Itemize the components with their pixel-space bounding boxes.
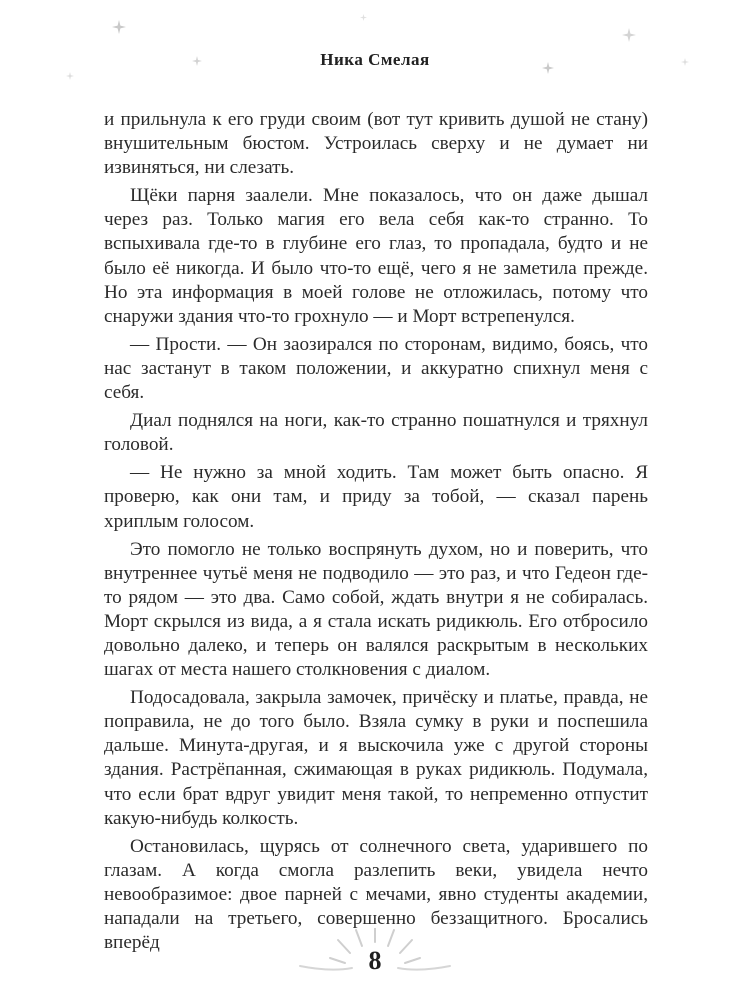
sparkle-icon [622,28,636,42]
paragraph: — Прости. — Он заозирался по сторонам, видимо, боясь, что нас застанут в таком положении, и аккуратно спихнул меня с себя. [104,333,648,404]
paragraph: Подосадовала, закрыла замочек, причёску и платье, правда, не поправила, не до того было. Взяла сумку в руки и поспешила дальше. Минута-другая, и я выскочила уже с другой стороны здания. Растрёпанная, сжимающая в руках ридикюль. Подумала, что если брат вдруг увидит меня такой, то непременно отпустит какую-нибудь колкость. [104,687,648,829]
running-header-author: Ника Смелая [320,50,430,69]
sparkle-icon [66,72,74,80]
page-number: 8 [368,946,382,975]
paragraph: — Не нужно за мной ходить. Там может быть опасно. Я проверю, как они там, и приду за тобой, — сказал парень хриплым голосом. [104,462,648,532]
sparkle-icon [112,20,126,34]
paragraph: и прильнула к его груди своим (вот тут кривить душой не стану) внушительным бюстом. Устроилась сверху и не думает ни извиняться, ни слезать. [104,109,648,179]
paragraph: Щёки парня заалели. Мне показалось, что он даже дышал через раз. Только магия его вела себя как-то странно. То вспыхивала где-то в глубине его глаз, то пропадала, будто и не было её никогда. И было что-то ещё, чего я не заметила прежде. Но эта информация в моей голове не отложилась, потому что снаружи здания что-то грохнуло — и Морт встрепенулся. [104,185,648,327]
paragraph: Это помогло не только воспрянуть духом, но и поверить, что внутреннее чутьё меня не подводило — это раз, и что Гедеон где-то рядом — это два. Само собой, ждать внутри я не собиралась. Морт скрылся из вида, а я стала искать ридикюль. Его отбросило довольно далеко, и теперь он валялся раскрытым в нескольких шагах от места нашего столкновения с диалом. [104,538,648,681]
page-footer [0,928,750,984]
sparkle-icon [360,14,367,21]
body-text [104,108,648,955]
paragraph: Диал поднялся на ноги, как-то странно пошатнулся и тряхнул головой. [104,410,648,456]
paragraph: Остановилась, щурясь от солнечного света, ударившего по глазам. А когда смогла разлепить веки, увидела нечто невообразимое: двое парней с мечами, явно студенты академии, нападали на третьего, совершенно беззащитного. Бросались вперёд [104,835,648,954]
